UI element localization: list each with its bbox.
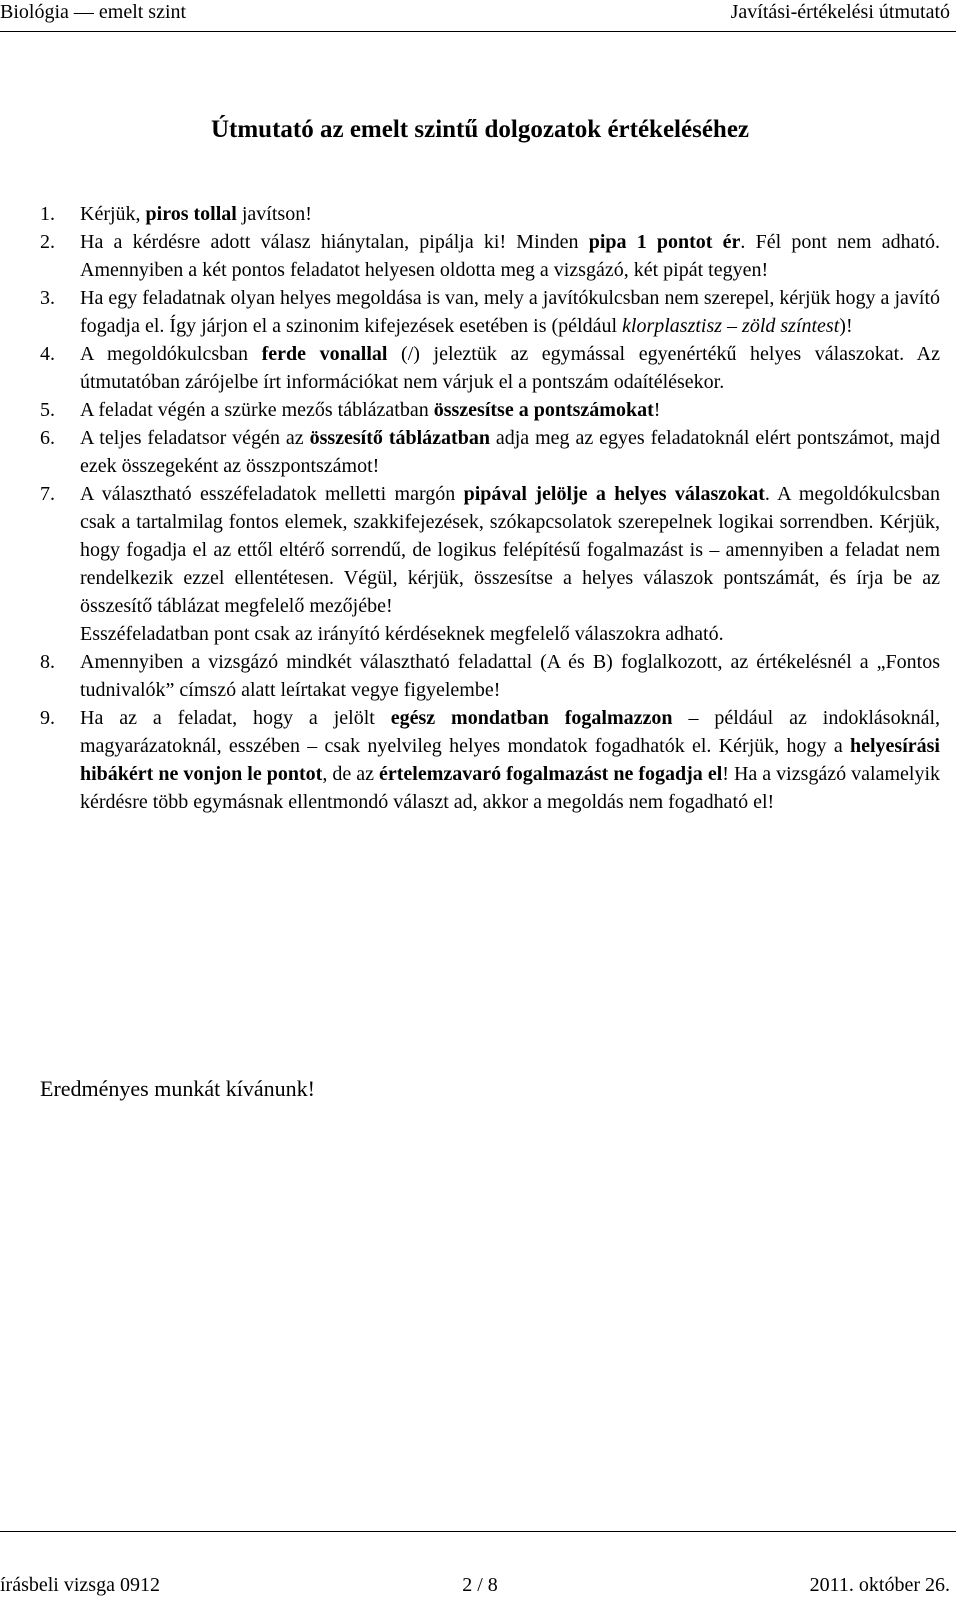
list-item-number: 6. [40,427,55,449]
text-segment: javítson! [236,203,312,225]
footer-rule [0,1531,956,1532]
text-segment: (/) jeleztük az egymással egyenértékű helyes válaszokat. Az útmutatóban zárójelbe írt információkat nem várjuk el a pontszám odaítélésekor. [80,343,940,393]
text-segment: Kérjük, [80,203,146,225]
text-segment: adja meg az egyes feladatoknál elért pontszámot, majd ezek összegeként az összpontszámot! [80,427,940,477]
bold-text: helyesírási hibákért ne vonjon le pontot [80,735,940,785]
bold-text: egész mondatban fogalmazzon [390,707,673,729]
header-rule [0,31,956,32]
list-item [40,340,940,396]
bold-text: pipával jelölje a helyes válaszokat [463,483,765,505]
text-segment: – például az indoklásoknál, magyarázatoknál, esszében – csak nyelvileg helyes mondatok fogadhatók el. Kérjük, hogy a [80,707,941,757]
list-item-number: 9. [40,707,55,729]
list-item [40,704,940,816]
bold-text: ferde vonallal [261,343,388,365]
text-segment: . A megoldókulcsban csak a tartalmilag fontos elemek, szakkifejezések, szókapcsolatok szerepelnek logikai sorrendben. Kérjük, hogy fogadja el az ettől eltérő sorrendű, de logikus felépítésű fogalmazást is – amennyiben a feladat nem rendelkezik ezzel ellentétesen. Végül, kérjük, összesítse a helyes válaszok pontszámát, és írja be az összesítő táblázat megfelelő mezőjébe! [80,483,940,617]
text-segment: A teljes feladatsor végén az [80,427,310,449]
bold-text: piros tollal [145,203,237,225]
text-segment: , de az [322,763,379,785]
page-header [0,0,960,30]
italic-text: klorplasztisz – zöld színtest [622,315,840,337]
footer-date: 2011. október 26. [809,1574,950,1596]
list-item [40,228,940,284]
list-item-number: 1. [40,203,55,225]
list-item-number: 2. [40,231,55,253]
list-item-text [80,704,940,816]
header-doc-type: Javítási-értékelési útmutató [730,1,950,23]
bold-text: értelemzavaró fogalmazást ne fogadja el [378,763,723,785]
text-segment: Ha az a feladat, hogy a jelölt [80,707,391,729]
page-title: Útmutató az emelt szintű dolgozatok értékeléséhez [210,116,750,143]
header-subject: Biológia — emelt szint [0,1,187,23]
text-segment: A választható esszéfeladatok melletti margón [80,483,464,505]
bold-text: összesítő táblázatban [309,427,490,449]
list-item-text [80,200,940,228]
text-segment: Amennyiben a vizsgázó mindkét választható feladattal (A és B) foglalkozott, az értékelésnél a „Fontos tudnivalók” címszó alatt leírtakat vegye figyelembe! [80,651,940,701]
list-item-number: 8. [40,651,55,673]
list-item [40,200,940,228]
list-item-number: 4. [40,343,55,365]
instruction-list [40,200,940,816]
list-item-text [80,648,940,704]
text-segment: )! [839,315,853,337]
list-item [40,396,940,424]
text-segment: A feladat végén a szürke mezős táblázatban [80,399,434,421]
list-item-number: 7. [40,483,55,505]
list-item-number: 5. [40,399,55,421]
text-segment: Ha a kérdésre adott válasz hiánytalan, pipálja ki! Minden [80,231,589,253]
text-segment: Ha egy feladatnak olyan helyes megoldása is van, mely a javítókulcsban nem szerepel, kérjük hogy a javító fogadja el. Így járjon el a szinonim kifejezések esetében is (például [80,287,940,337]
footer-page-number: 2 / 8 [462,1574,498,1596]
list-item-note: Esszéfeladatban pont csak az irányító kérdéseknek megfelelő válaszokra adható. [80,623,724,645]
list-item-text [80,340,940,396]
list-item-text [80,284,940,340]
list-item-text [80,396,940,424]
list-item [40,284,940,340]
footer-exam-code: írásbeli vizsga 0912 [0,1574,160,1596]
page-footer [0,1573,960,1601]
text-segment: . Fél pont nem adható. Amennyiben a két pontos feladatot helyesen oldotta meg a vizsgázó, két pipát tegyen! [80,231,941,281]
list-item-text [80,228,940,284]
closing-line: Eredményes munkát kívánunk! [40,1076,315,1101]
list-item [40,648,940,704]
bold-text: pipa 1 pontot ér [588,231,741,253]
list-item [40,480,940,648]
text-segment: ! Ha a vizsgázó valamelyik kérdésre több egymásnak ellentmondó választ ad, akkor a megoldás nem fogadható el! [80,763,941,813]
list-item [40,424,940,480]
list-item-text [80,480,940,620]
bold-text: összesítse a pontszámokat [433,399,654,421]
list-item-number: 3. [40,287,55,309]
text-segment: A megoldókulcsban [80,343,262,365]
text-segment: ! [653,399,661,421]
list-item-text [80,424,940,480]
